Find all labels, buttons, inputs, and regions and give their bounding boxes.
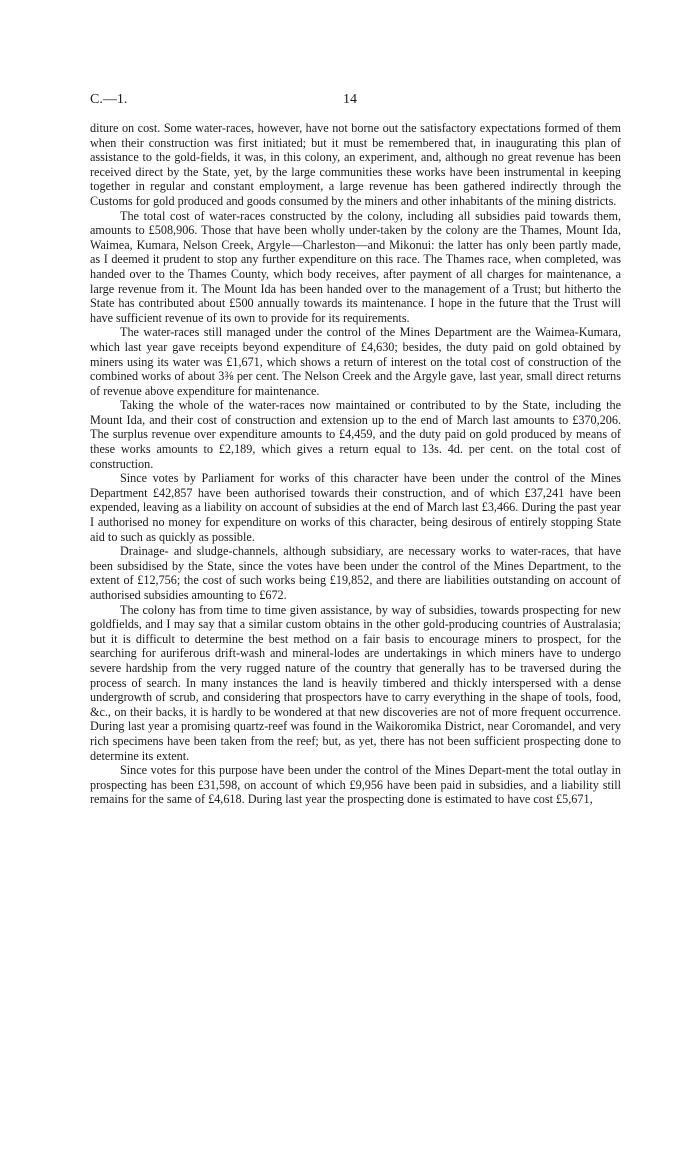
paragraph-drainage-channels: Drainage- and sludge-channels, although subsidiary, are necessary works to water-races, that have been subsidised by the State, since the votes have been under the control of the Mines Department, to the extent of £12,756; the cost of such works being £19,852, and there are liabilities outstanding on account of authorised subsidies amounting to £672.	[90, 544, 621, 602]
body-text	[90, 121, 621, 807]
paragraph-parliament-votes: Since votes by Parliament for works of this character have been under the control of the Mines Department £42,857 have been authorised towards their construction, and of which £37,241 have been expended, leaving as a liability on account of subsidies at the end of March last £3,466. During the past year I authorised no money for expenditure on works of this character, being desirous of entirely stopping State aid to such as quickly as possible.	[90, 471, 621, 544]
paragraph-prospecting-assistance: The colony has from time to time given assistance, by way of subsidies, towards prospecting for new goldfields, and I may say that a similar custom obtains in the other gold-producing countries of Australasia; but it is difficult to determine the best method on a fair basis to encourage miners to prospect, for the searching for auriferous drift-wash and mineral-lodes are undertakings in which miners have to undergo severe hardship from the very rugged nature of the country that generally has to be traversed during the process of search. In many instances the land is heavily timbered and thickly interspersed with a dense undergrowth of scrub, and considering that prospectors have to carry everything in the shape of tools, food, &c., on their backs, it is hardly to be wondered at that new discoveries are not of more frequent occurrence. During last year a promising quartz-reef was found in the Waikoromika District, near Coromandel, and very rich specimens have been taken from the reef; but, as yet, there has not been sufficient prospecting done to determine its extent.	[90, 602, 621, 763]
paragraph-prospecting-outlay: Since votes for this purpose have been under the control of the Mines Depart-ment the total outlay in prospecting has been £31,598, on account of which £9,956 have been paid in subsidies, and a liability still remains for the same of £4,618. During last year the prospecting done is estimated to have cost £5,671,	[90, 763, 621, 807]
document-reference: C.—1.	[90, 92, 128, 107]
paragraph-state-races-total: Taking the whole of the water-races now maintained or contributed to by the State, including the Mount Ida, and their cost of construction and extension up to the end of March last amounts to £370,206. The surplus revenue over expenditure amounts to £4,459, and the duty paid on gold produced by means of these works amounts to £2,189, which gives a return equal to 13s. 4d. per cent. on the total cost of construction.	[90, 398, 621, 471]
paragraph-continuation: diture on cost. Some water-races, however, have not borne out the satisfactory expectations formed of them when their construction was first initiated; but it must be remembered that, in inaugurating this plan of assistance to the gold-fields, it was, in this colony, an experiment, and, although no great revenue has been received direct by the State, yet, by the large communities these works have been instrumental in keeping together in regular and constant employment, a large revenue has been gathered indirectly through the Customs for gold produced and goods consumed by the miners and other inhabitants of the mining districts.	[90, 121, 621, 208]
page-number: 14	[343, 92, 357, 107]
paragraph-mines-department-races: The water-races still managed under the control of the Mines Department are the Waimea-Kumara, which last year gave receipts beyond expenditure of £4,630; besides, the duty paid on gold obtained by miners using its water was £1,671, which shows a return of interest on the total cost of construction of the combined works of about 3⅜ per cent. The Nelson Creek and the Argyle gave, last year, small direct returns of revenue above expenditure for maintenance.	[90, 325, 621, 398]
paragraph-water-race-cost: The total cost of water-races constructed by the colony, including all subsidies paid towards them, amounts to £508,906. Those that have been wholly under-taken by the colony are the Thames, Mount Ida, Waimea, Kumara, Nelson Creek, Argyle—Charleston—and Mikonui: the latter has only been partly made, as I deemed it prudent to stop any further expenditure on this race. The Thames race, when completed, was handed over to the Thames County, which body receives, after payment of all charges for maintenance, a large revenue from it. The Mount Ida has been handed over to the management of a Trust; but hitherto the State has contributed about £500 annually towards its maintenance. I hope in the future that the Trust will have sufficient revenue of its own to provide for its requirements.	[90, 208, 621, 325]
page-header	[90, 92, 610, 112]
